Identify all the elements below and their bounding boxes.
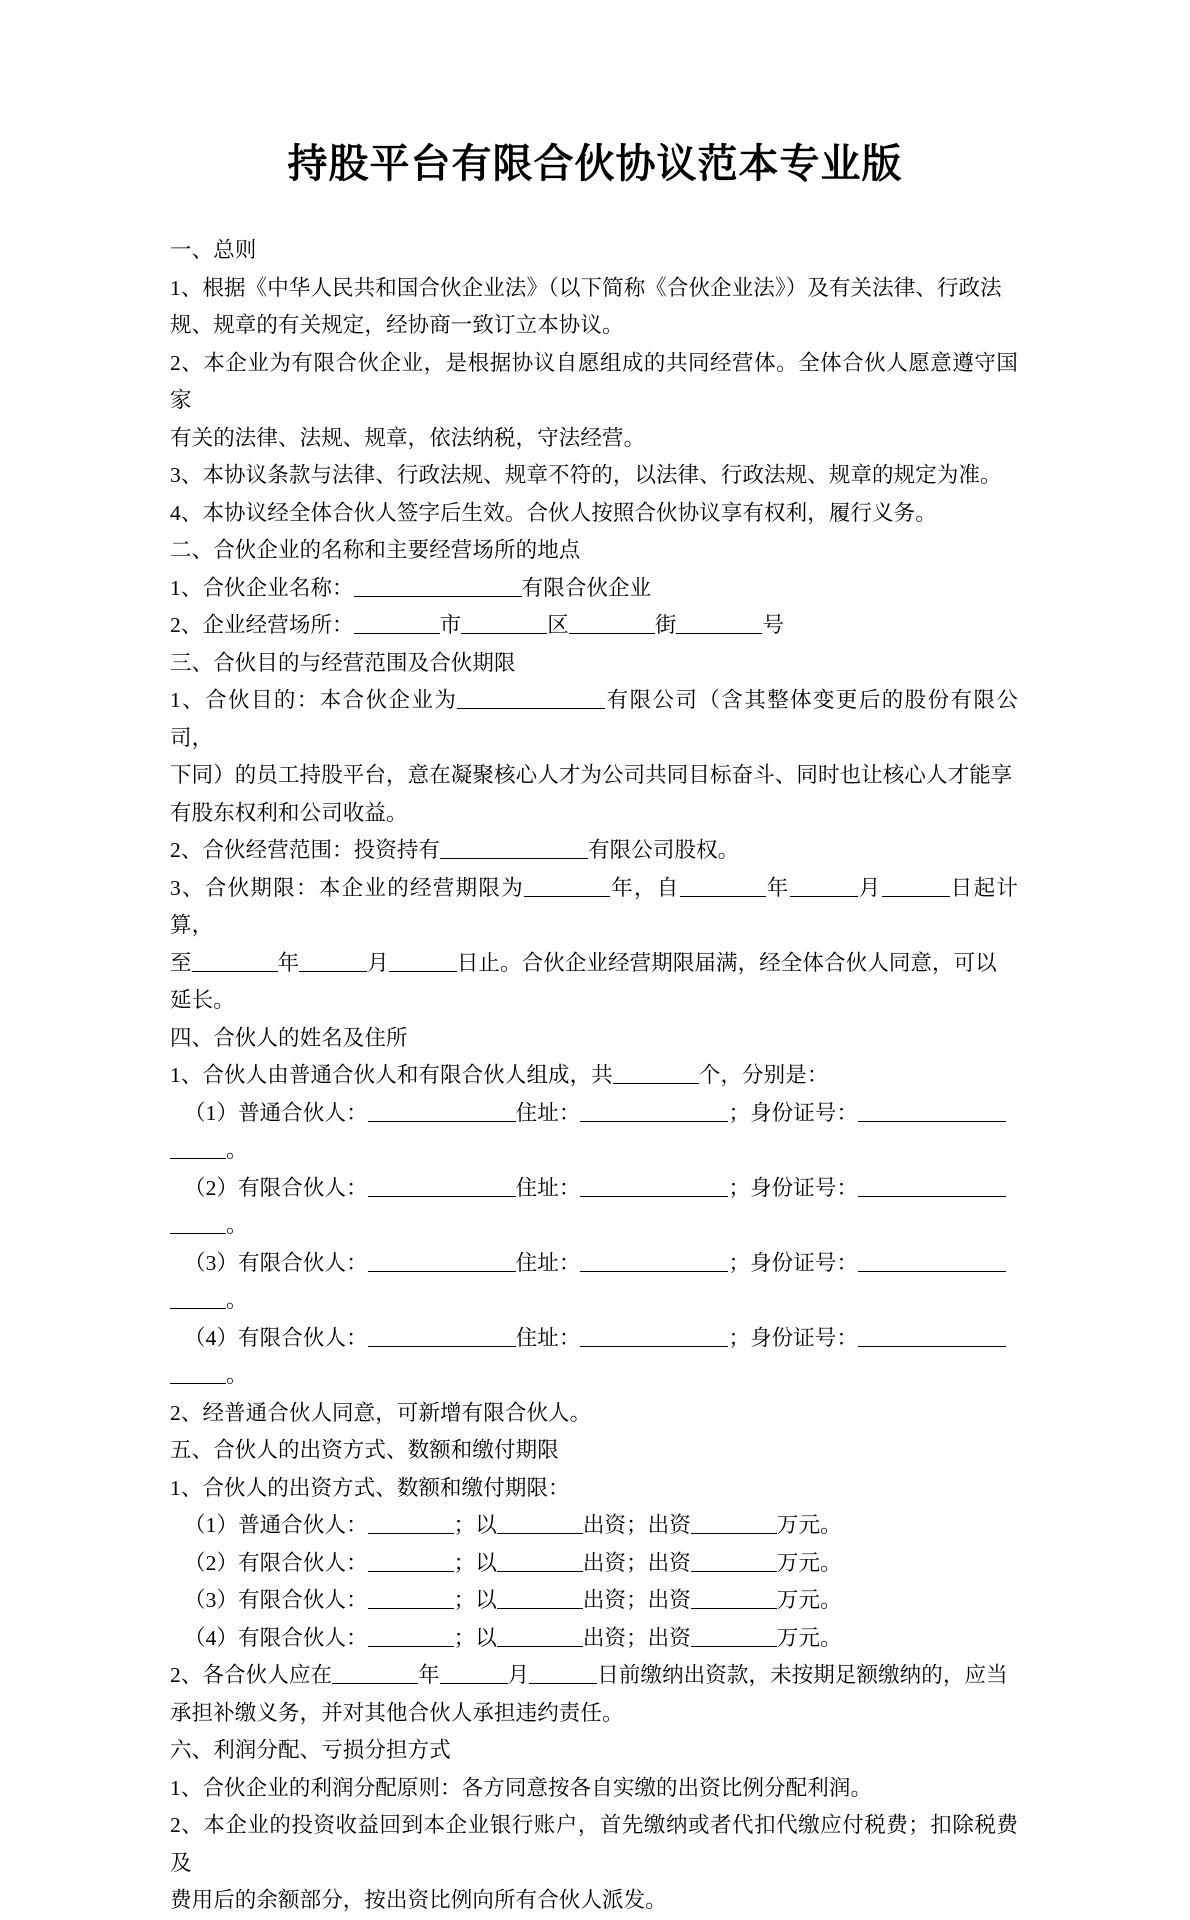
blank-partner-id-cont[interactable] (170, 1360, 226, 1384)
paragraph-1-1b: 规、规章的有关规定，经协商一致订立本协议。 (170, 313, 624, 337)
partner-address-row-tail (170, 1282, 1018, 1320)
blank-start-year[interactable] (680, 873, 766, 897)
label-id-number: ；身份证号： (728, 1250, 859, 1275)
paragraph-1-1a: 1、根据《中华人民共和国合伙企业法》（以下简称《合伙企业法》）及有关法律、行政法 (170, 275, 1002, 300)
blank-payment-day[interactable] (529, 1660, 597, 1684)
label-capital-unit: 万元。 (776, 1625, 842, 1650)
field-line-business-address (170, 607, 1018, 645)
blank-partner-count[interactable] (613, 1060, 699, 1084)
label-capital-unit: 万元。 (776, 1513, 842, 1537)
unit-start-year: 年 (765, 875, 790, 900)
unit-district: 区 (547, 613, 569, 637)
unit-start-month: 月 (857, 875, 882, 900)
paragraph-5-1: 1、合伙人的出资方式、数额和缴付期限： (170, 1475, 570, 1500)
field-line-term-end (170, 945, 1018, 983)
blank-partner-name[interactable] (368, 1323, 516, 1347)
field-line-payment-deadline (170, 1657, 1018, 1695)
section-heading-6: 六、利润分配、亏损分担方式 (170, 1738, 451, 1762)
partner-address-row (170, 1095, 1018, 1133)
partner-role-label: 有限合伙人： (238, 1625, 368, 1650)
unit-city: 市 (439, 613, 462, 637)
blank-partner-address[interactable] (580, 1323, 728, 1347)
label-address: 住址： (515, 1175, 581, 1200)
label-id-number: ；身份证号： (728, 1100, 859, 1125)
partner-index: （2） (184, 1175, 239, 1200)
partner-index: （1） (184, 1100, 239, 1125)
blank-address-district[interactable] (461, 610, 547, 634)
field-line-term-start (170, 870, 1018, 945)
label-capital-form: ；以 (453, 1513, 497, 1537)
blank-partner-id[interactable] (858, 1323, 1006, 1347)
unit-end-month: 月 (367, 950, 389, 975)
blank-capital-form[interactable] (497, 1548, 583, 1572)
blank-capital-partner[interactable] (368, 1585, 454, 1609)
blank-partner-name[interactable] (368, 1173, 516, 1197)
field-suffix-company-name: 有限合伙企业 (521, 575, 652, 600)
partner-index: （4） (184, 1625, 239, 1650)
blank-scope-company[interactable] (440, 835, 588, 859)
partner-role-label: 有限合伙人： (238, 1550, 368, 1575)
blank-partner-name[interactable] (368, 1248, 516, 1272)
row-period: 。 (226, 1213, 248, 1237)
blank-start-day[interactable] (882, 873, 950, 897)
label-capital-form: ；以 (453, 1588, 497, 1612)
field-label-payment-deadline: 2、各合伙人应在 (170, 1663, 333, 1687)
paragraph-3-1c: 有股东权利和公司收益。 (170, 800, 408, 825)
row-period: 。 (226, 1138, 248, 1162)
paragraph-6-1: 1、合伙企业的利润分配原则：各方同意按各自实缴的出资比例分配利润。 (170, 1775, 873, 1800)
blank-capital-partner[interactable] (368, 1548, 454, 1572)
partner-role-label: 普通合伙人： (238, 1513, 368, 1537)
section-heading-3: 三、合伙目的与经营范围及合伙期限 (170, 650, 516, 675)
blank-capital-amount[interactable] (691, 1623, 777, 1647)
partner-role-label: 有限合伙人： (238, 1325, 368, 1350)
document-body (170, 232, 1018, 1920)
blank-end-year[interactable] (192, 948, 278, 972)
paragraph-1-4: 4、本协议经全体合伙人签字后生效。合伙人按照合伙协议享有权利，履行义务。 (170, 500, 937, 525)
partner-index: （3） (184, 1588, 239, 1612)
blank-payment-year[interactable] (332, 1660, 418, 1684)
blank-partner-id[interactable] (858, 1173, 1006, 1197)
field-suffix-partnership-purpose: 有限公司（含其整体变更后的股份有限公司， (170, 688, 1018, 750)
partner-index: （4） (184, 1325, 239, 1350)
blank-partner-address[interactable] (580, 1098, 728, 1122)
field-label-partnership-purpose: 1、合伙目的：本合伙企业为 (170, 688, 458, 712)
blank-partner-name[interactable] (368, 1098, 516, 1122)
partner-address-row (170, 1320, 1018, 1358)
blank-capital-form[interactable] (497, 1585, 583, 1609)
label-capital-contribute: 出资；出资 (582, 1513, 691, 1537)
label-id-number: ；身份证号： (728, 1175, 859, 1200)
field-label-term: 3、合伙期限：本企业的经营期限为 (170, 875, 524, 900)
blank-payment-month[interactable] (440, 1660, 508, 1684)
unit-street: 街 (654, 613, 677, 637)
label-capital-contribute: 出资；出资 (582, 1588, 691, 1612)
partner-address-row (170, 1170, 1018, 1208)
label-address: 住址： (515, 1250, 581, 1275)
paragraph-4-2: 2、经普通合伙人同意，可新增有限合伙人。 (170, 1400, 592, 1425)
blank-address-street[interactable] (569, 610, 655, 634)
field-label-company-name: 1、合伙企业名称： (170, 575, 354, 600)
partner-address-row-tail (170, 1132, 1018, 1170)
field-label-term-end: 至 (170, 950, 192, 975)
blank-partner-id-cont[interactable] (170, 1135, 226, 1159)
blank-partner-id-cont[interactable] (170, 1210, 226, 1234)
blank-partner-id-cont[interactable] (170, 1285, 226, 1309)
label-address: 住址： (515, 1325, 581, 1350)
unit-payment-day: 日前缴纳出资款，未按期足额缴纳的，应当 (597, 1663, 1008, 1687)
paragraph-1-2b: 有关的法律、法规、规章，依法纳税，守法经营。 (170, 425, 646, 450)
partner-capital-row (170, 1507, 1018, 1545)
partner-index: （1） (184, 1513, 239, 1537)
field-line-business-scope (170, 832, 1018, 870)
row-period: 。 (226, 1363, 248, 1387)
partner-address-row-tail (170, 1207, 1018, 1245)
partner-role-label: 有限合伙人： (238, 1250, 368, 1275)
partner-role-label: 有限合伙人： (238, 1175, 368, 1200)
blank-purpose-company[interactable] (457, 685, 605, 709)
partner-address-row-tail (170, 1357, 1018, 1395)
paragraph-1-2a: 2、本企业为有限合伙企业，是根据协议自愿组成的共同经营体。全体合伙人愿意遵守国家 (170, 350, 1018, 412)
partner-capital-row (170, 1620, 1018, 1658)
blank-company-name[interactable] (354, 573, 522, 597)
label-capital-form: ；以 (453, 1625, 497, 1650)
row-period: 。 (226, 1288, 248, 1312)
blank-start-month[interactable] (790, 873, 858, 897)
blank-partner-id[interactable] (858, 1098, 1006, 1122)
paragraph-6-2b: 费用后的余额部分，按出资比例向所有合伙人派发。 (170, 1888, 667, 1912)
field-label-business-scope: 2、合伙经营范围：投资持有 (170, 838, 441, 862)
label-capital-contribute: 出资；出资 (582, 1625, 691, 1650)
label-id-number: ；身份证号： (728, 1325, 859, 1350)
field-line-company-name (170, 570, 1018, 608)
unit-start-day: 日起计算， (170, 875, 1018, 937)
blank-end-month[interactable] (299, 948, 367, 972)
section-heading-1: 一、总则 (170, 238, 257, 262)
paragraph-5-2b: 承担补缴义务，并对其他合伙人承担违约责任。 (170, 1700, 624, 1725)
unit-number: 号 (762, 613, 785, 637)
partner-capital-row (170, 1582, 1018, 1620)
blank-capital-partner[interactable] (368, 1510, 454, 1534)
partner-capital-row (170, 1545, 1018, 1583)
blank-end-day[interactable] (389, 948, 457, 972)
blank-address-number[interactable] (676, 610, 762, 634)
unit-end-day: 日止。合伙企业经营期限届满，经全体合伙人同意，可以 (456, 950, 997, 975)
blank-capital-form[interactable] (497, 1510, 583, 1534)
section-heading-5: 五、合伙人的出资方式、数额和缴付期限 (170, 1438, 559, 1462)
blank-capital-amount[interactable] (691, 1585, 777, 1609)
paragraph-1-3: 3、本协议条款与法律、行政法规、规章不符的，以法律、行政法规、规章的规定为准。 (170, 463, 1002, 487)
partner-index: （3） (184, 1250, 239, 1275)
blank-capital-form[interactable] (497, 1623, 583, 1647)
blank-capital-amount[interactable] (691, 1510, 777, 1534)
blank-partner-address[interactable] (580, 1173, 728, 1197)
unit-term-years: 年，自 (610, 875, 680, 900)
field-line-partner-count (170, 1057, 1018, 1095)
unit-payment-month: 月 (507, 1663, 530, 1687)
label-capital-form: ；以 (453, 1550, 497, 1575)
field-suffix-business-scope: 有限公司股权。 (588, 838, 740, 862)
blank-address-city[interactable] (354, 610, 440, 634)
partner-index: （2） (184, 1550, 239, 1575)
unit-payment-year: 年 (418, 1663, 440, 1687)
label-capital-contribute: 出资；出资 (582, 1550, 691, 1575)
paragraph-3-3c: 延长。 (170, 988, 235, 1012)
field-suffix-partner-count: 个，分别是： (698, 1063, 829, 1087)
page-title: 持股平台有限合伙协议范本专业版 (287, 141, 903, 186)
paragraph-3-1b: 下同）的员工持股平台，意在凝聚核心人才为公司共同目标奋斗、同时也让核心人才能享 (170, 763, 1013, 787)
section-heading-2: 二、合伙企业的名称和主要经营场所的地点 (170, 538, 581, 562)
partner-address-row (170, 1245, 1018, 1283)
label-address: 住址： (515, 1100, 581, 1125)
field-label-partner-count: 1、合伙人由普通合伙人和有限合伙人组成，共 (170, 1063, 613, 1087)
blank-partner-address[interactable] (580, 1248, 728, 1272)
label-capital-unit: 万元。 (776, 1550, 842, 1575)
field-label-business-address: 2、企业经营场所： (170, 613, 354, 637)
blank-capital-partner[interactable] (368, 1623, 454, 1647)
paragraph-6-2a: 2、本企业的投资收益回到本企业银行账户，首先缴纳或者代扣代缴应付税费；扣除税费及 (170, 1813, 1018, 1875)
field-line-partnership-purpose (170, 682, 1018, 757)
partner-role-label: 普通合伙人： (238, 1100, 368, 1125)
blank-term-years[interactable] (524, 873, 610, 897)
blank-partner-id[interactable] (858, 1248, 1006, 1272)
label-capital-unit: 万元。 (776, 1588, 842, 1612)
section-heading-4: 四、合伙人的姓名及住所 (170, 1025, 408, 1050)
blank-capital-amount[interactable] (691, 1548, 777, 1572)
partner-role-label: 有限合伙人： (238, 1588, 368, 1612)
unit-end-year: 年 (277, 950, 300, 975)
